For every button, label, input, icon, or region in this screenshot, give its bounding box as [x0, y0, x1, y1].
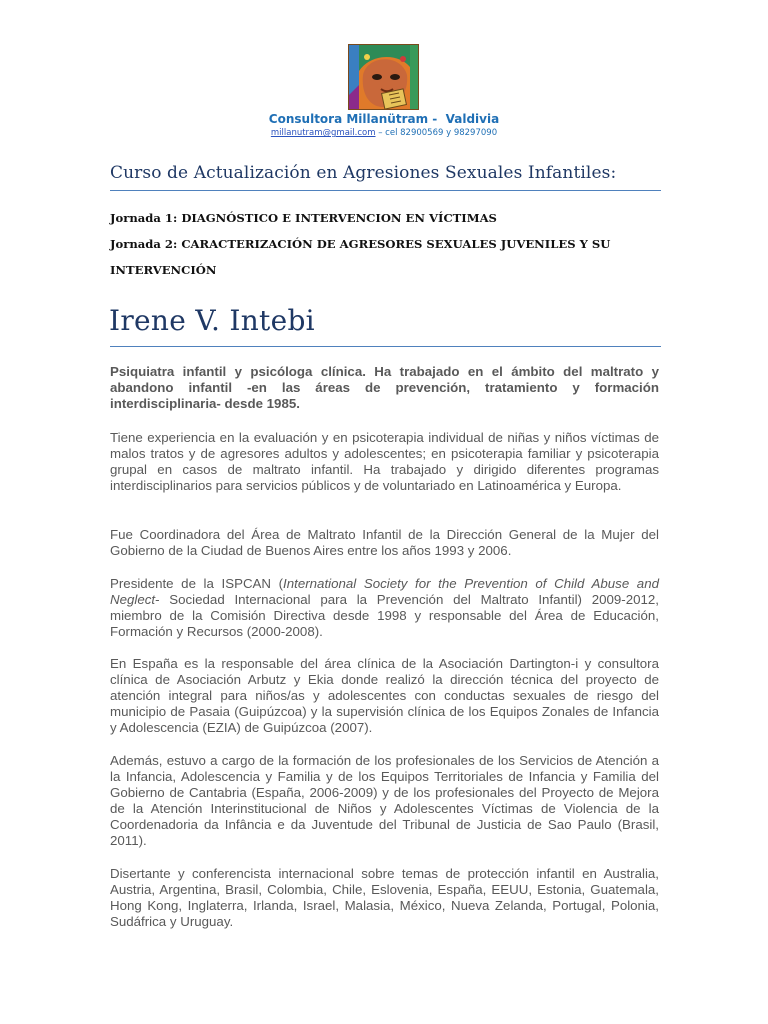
title-divider [110, 190, 661, 191]
jornada-2 [110, 231, 670, 283]
email-link[interactable]: millanutram@gmail.com [270, 128, 376, 138]
spain-paragraph: En España es la responsable del área clínica de la Asociación Dartington-i y consultora clínica de Asociación Arbutz y Ekia donde realizó la dirección técnica del proyecto de atención integral para niños/as y adolescentes con conductas sexuales de riesgo del municipio de Pasaia (Guipúzcoa) y la supervisión clínica de los Equipos Zonales de Infancia y Adolescencia (EZIA) de Guipúzcoa (2007). [110, 656, 659, 736]
ispcan-text-end: - Sociedad Internacional para la Prevención del Maltrato Infantil) 2009-2012, miembro de la Comisión Directiva desde 1998 y responsable del Área de Educación, Formación y Recursos (2000-2008). [110, 592, 659, 640]
contact-line [0, 128, 768, 138]
ispcan-text-start: Presidente de la ISPCAN ( [110, 576, 284, 591]
organization-name: Consultora Millanütram - Valdivia [268, 112, 500, 126]
international-speaker-paragraph: Disertante y conferencista internacional sobre temas de protección infantil en Australia, Austria, Argentina, Brasil, Colombia, Chile, Eslovenia, España, EEUU, Estonia, Guatemala, Hong Kong, Inglaterra, Irlanda, Israel, Malasia, México, Nueva Zelanda, Portugal, Polonia, Sudáfrica y Uruguay. [110, 866, 659, 930]
consultora-logo [348, 44, 419, 110]
course-title: Curso de Actualización en Agresiones Sexuales Infantiles: [110, 163, 617, 183]
training-paragraph: Además, estuvo a cargo de la formación de los profesionales de los Servicios de Atención a la Infancia, Adolescencia y Familia y de los Equipos Territoriales de Infancia y Familia del Gobierno de Cantabria (España, 2006-2009) y de los profesionales del Proyecto de Mejora de la Atención Interinstitucional de Niños y Adolescentes Víctimas de Violencia de la Coordenadoria da Infância e da Juventude del Tribunal de Justicia de Sao Paulo (Brasil, 2011). [110, 753, 659, 849]
ispcan-paragraph [110, 576, 659, 640]
ispcan-full-name: International Society for the Prevention of Child Abuse and Neglect [110, 576, 659, 608]
speaker-name: Irene V. Intebi [109, 304, 315, 337]
jornada-1-label: Jornada 1: [110, 211, 182, 225]
coordinator-paragraph: Fue Coordinadora del Área de Maltrato Infantil de la Dirección General de la Mujer del Gobierno de la Ciudad de Buenos Aires entre los años 1993 y 2006. [110, 527, 659, 559]
phone-numbers: – cel 82900569 y 98297090 [375, 128, 498, 138]
intro-paragraph: Psiquiatra infantil y psicóloga clínica. Ha trabajado en el ámbito del maltrato y abandono infantil -en las áreas de prevención, tratamiento y formación interdisciplinaria- desde 1985. [110, 364, 659, 412]
jornada-2-title: CARACTERIZACIÓN DE AGRESORES SEXUALES JUVENILES Y SU INTERVENCIÓN [110, 237, 611, 277]
experience-paragraph: Tiene experiencia en la evaluación y en psicoterapia individual de niñas y niños víctimas de malos tratos y de agresores adultos y adolescentes; en psicoterapia familiar y psicoterapia grupal en casos de maltrato infantil. Ha trabajado y dirigido diferentes programas interdisciplinarios para servicios públicos y de voluntariado en Latinoamérica y Europa. [110, 430, 659, 494]
jornada-1-title: DIAGNÓSTICO E INTERVENCION EN VÍCTIMAS [181, 211, 497, 225]
jornada-2-label: Jornada 2: [110, 237, 182, 251]
jornada-1 [110, 205, 670, 231]
name-divider [110, 346, 661, 347]
